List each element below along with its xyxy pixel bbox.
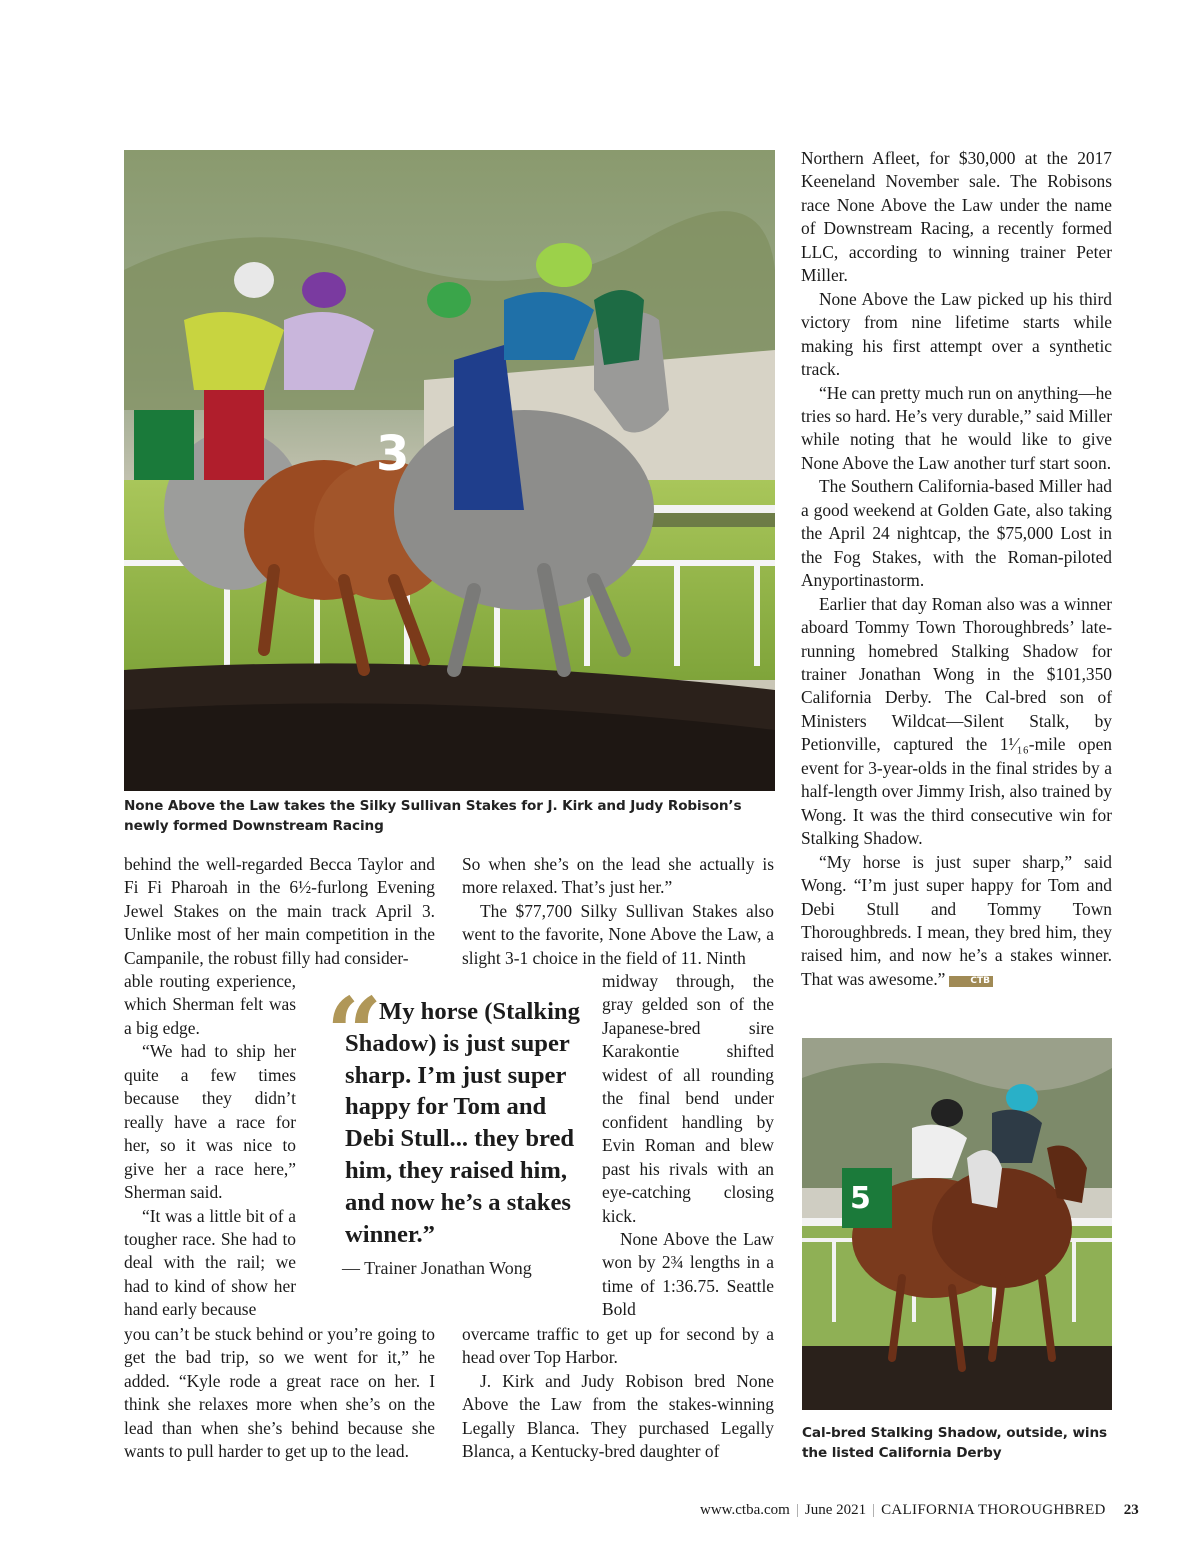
paragraph: you can’t be stuck behind or you’re going to get the bad trip, so we went for it,” he added. “Kyle rode a great race on her. I think she relaxes more when she’s on the lead than when she’s behind because she wants to pull harder to get up to the lead. [124, 1324, 435, 1462]
page-footer [700, 1499, 1160, 1521]
footer-divider: | [795, 1502, 799, 1518]
footer-divider: | [872, 1502, 876, 1518]
paragraph: The $77,700 Silky Sullivan Stakes also went to the favorite, None Above the Law, a slight 3-1 choice in the field of 11. Ninth [462, 900, 774, 968]
paragraph: “We had to ship her quite a few times because they didn’t really have a race for her, so it was nice to give her a race here,” Sherman said. [124, 1041, 296, 1203]
article-column-1-bottom [124, 1323, 435, 1464]
photo-caption-second: Cal-bred Stalking Shadow, outside, wins the listed California Derby [802, 1425, 1108, 1461]
pull-quote-body: (Stalking Shadow) is just super sharp. I’m just super happy for Tom and Debi Stull... they bred him, they raised him, and now he’s a stakes winner.” [345, 998, 580, 1248]
paragraph: “He can pretty much run on anything—he tries so hard. He’s very durable,” said Miller while noting that he would like to give None Above the Law another turf start soon. [801, 382, 1112, 473]
paragraph: The Southern California-based Miller had a good weekend at Golden Gate, also taking the April 24 nightcap, the $75,000 Lost in the Fog Stakes, with the Roman-piloted Anyportinastorm. [801, 476, 1112, 591]
race-photo-main [124, 150, 775, 791]
page-number: 23 [1123, 1502, 1139, 1518]
paragraph: overcame traffic to get up for second by a head over Top Harbor. [462, 1324, 774, 1368]
pull-quote-attribution: — Trainer Jonathan Wong [342, 1258, 532, 1279]
paragraph: Earlier that day Roman also was a winner aboard Tommy Town Thoroughbreds’ late-running homebred Stalking Shadow for trainer Jonathan Wong in the $101,350 California Derby. The Cal-bred son of Ministers Wildcat—Silent Stalk, by Petionville, captured the 1¹⁄₁₆-mile open event for 3-year-olds in the final strides by a half-length over Jimmy Irish, also trained by Wong. It was the third consecutive win for Stalking Shadow. [801, 593, 1112, 849]
footer-website-link[interactable]: www.ctba.com [700, 1502, 790, 1518]
horse-race-image [802, 1038, 1112, 1410]
paragraph: None Above the Law won by 2¾ lengths in a time of 1:36.75. Seattle Bold [602, 1228, 774, 1320]
end-mark-ctb: CTB [949, 976, 993, 987]
paragraph: behind the well-regarded Becca Taylor and Fi Fi Pharoah in the 6½-furlong Evening Jewel Stakes on the main track April 3. Unlike most of her main competition in the Campanile, the robust filly had consider- [124, 854, 435, 968]
paragraph: “It was a little bit of a tougher race. She had to deal with the rail; we had to kind of show her hand early because [124, 1205, 296, 1320]
photo-caption-main: None Above the Law takes the Silky Sullivan Stakes for J. Kirk and Judy Robison’s newly formed Downstream Racing [124, 798, 742, 834]
paragraph: So when she’s on the lead she actually is more relaxed. That’s just her.” [462, 854, 774, 898]
paragraph: able routing experience, which Sherman felt was a big edge. [124, 971, 296, 1038]
article-column-1-top [124, 853, 435, 970]
article-column-1-wrap [124, 970, 296, 1322]
article-column-3 [801, 147, 1112, 991]
paragraph: None Above the Law picked up his third victory from nine lifetime starts while making his first attempt over a synthetic track. [801, 288, 1112, 380]
footer-magazine-title: CALIFORNIA THOROUGHBRED [881, 1502, 1106, 1518]
footer-issue-date: June 2021 [804, 1502, 867, 1518]
svg-text:3: 3 [376, 426, 410, 482]
article-column-2-top [462, 853, 774, 970]
article-column-2-wrap [602, 970, 774, 1322]
quote-mark-icon: “ [326, 977, 383, 1092]
paragraph: midway through, the gray gelded son of the Japanese-bred sire Karakontie shifted widest of all rounding the final bend under confident handling by Evin Roman and blew past his rivals with an eye-catching closing kick. [602, 971, 774, 1226]
paragraph-last [801, 851, 1112, 992]
article-column-2-bottom [462, 1323, 774, 1464]
paragraph-text: “My horse is just super sharp,” said Wong. “I’m just super happy for Tom and Debi Stull and Tommy Town Thoroughbreds. I mean, they bred him, they raised him, and now he’s a stakes winner. That was awesome.” [801, 851, 1112, 989]
race-photo-second [802, 1038, 1112, 1410]
pull-quote [326, 977, 586, 1280]
svg-text:5: 5 [850, 1181, 871, 1216]
horse-race-image [124, 150, 775, 791]
pull-quote-first-line: My horse [379, 998, 479, 1025]
paragraph: J. Kirk and Judy Robison bred None Above the Law from the stakes-winning Legally Blanca. They purchased Legally Blanca, a Kentucky-bred daughter of [462, 1370, 774, 1462]
paragraph: Northern Afleet, for $30,000 at the 2017 Keeneland November sale. The Robisons race None Above the Law under the name of Downstream Racing, a recently formed LLC, according to winning trainer Peter Miller. [801, 148, 1112, 286]
